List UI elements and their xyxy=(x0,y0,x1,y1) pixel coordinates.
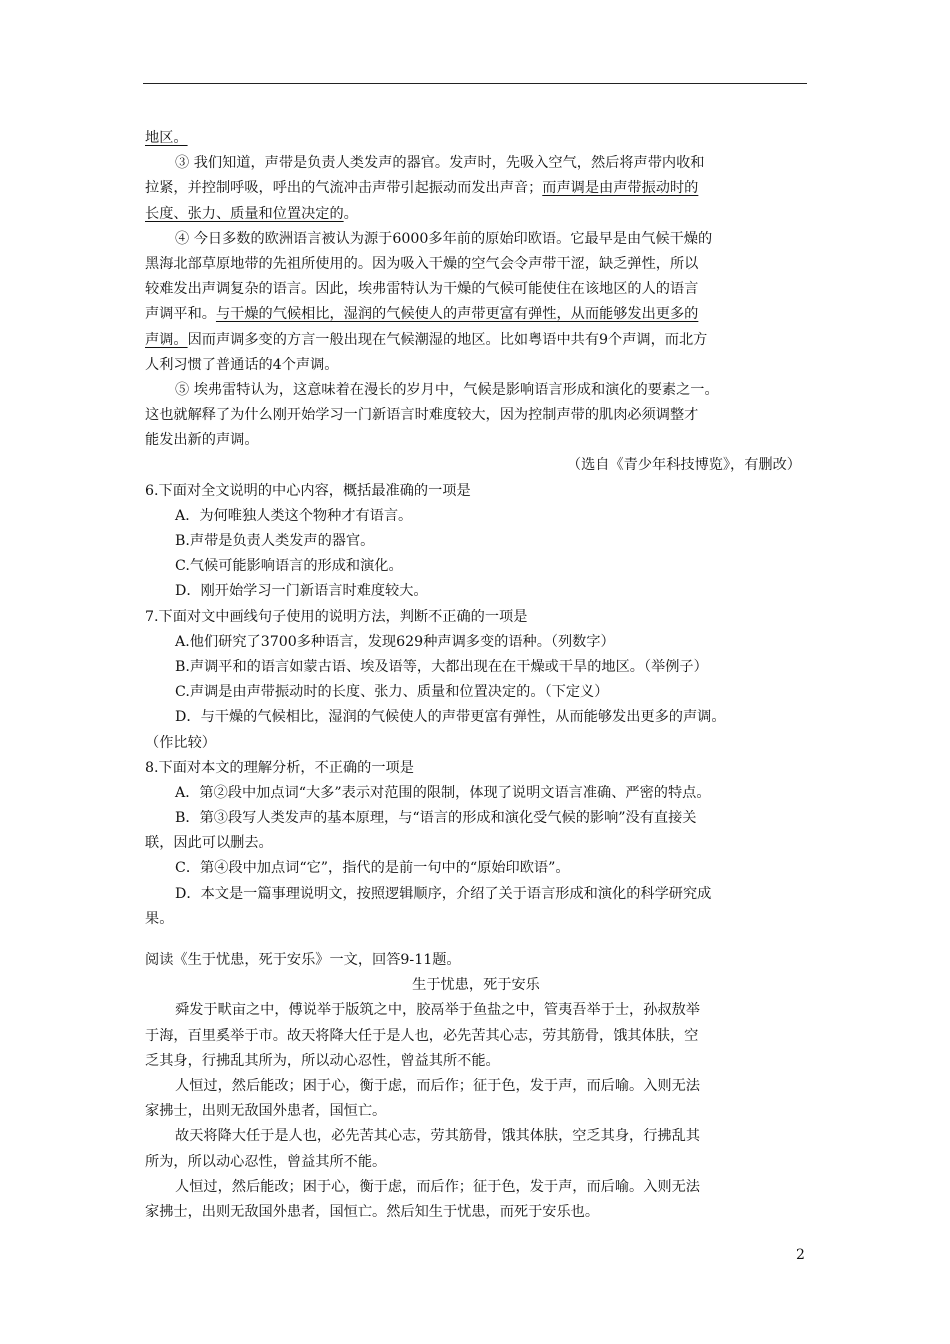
document-body xyxy=(145,126,807,1225)
text-segment: B．第③段写人类发声的基本原理，与“语言的形成和演化受气候的影响”没有直接关 xyxy=(175,810,697,827)
text-line xyxy=(145,1200,807,1225)
text-line xyxy=(145,806,807,831)
text-line xyxy=(145,882,807,907)
text-line xyxy=(145,1099,807,1124)
text-segment: A．为何唯独人类这个物种才有语言。 xyxy=(175,507,413,524)
text-segment: D．与干燥的气候相比，湿润的气候使人的声带更富有弹性，从而能够发出更多的声调。 xyxy=(175,709,726,726)
text-segment: 阅读《生于忧患，死于安乐》一文，回答9-11题。 xyxy=(145,952,461,968)
text-segment: 人利习惯了普通话的4个声调。 xyxy=(145,356,339,373)
text-segment: C.声调是由声带振动时的长度、张力、质量和位置决定的。（下定义） xyxy=(175,684,609,701)
underlined-text: 地区。 xyxy=(145,130,188,146)
text-segment: 黑海北部草原地带的先祖所使用的。因为吸入干燥的空气会令声带干涩，缺乏弹性，所以 xyxy=(145,255,699,272)
text-segment: 人恒过，然后能改；困于心，衡于虑，而后作；征于色，发于声，而后喻。入则无法 xyxy=(175,1178,700,1195)
text-line xyxy=(145,831,807,856)
text-segment: 故天将降大任于是人也，必先苦其心志，劳其筋骨，饿其体肤，空乏其身，行拂乱其 xyxy=(175,1128,700,1145)
text-line xyxy=(145,998,807,1023)
text-segment: 人恒过，然后能改；困于心，衡于虑，而后作；征于色，发于声，而后喻。入则无法 xyxy=(175,1077,700,1094)
text-line xyxy=(145,605,807,630)
text-segment: 果。 xyxy=(145,910,174,927)
text-segment: 8.下面对本文的理解分析，不正确的一项是 xyxy=(145,759,414,776)
text-segment: 较难发出声调复杂的语言。因此，埃弗雷特认为干燥的气候可能使住在该地区的人的语言 xyxy=(145,281,699,298)
text-segment: B.声带是负责人类发声的器官。 xyxy=(175,533,375,549)
text-segment: 联，因此可以删去。 xyxy=(145,835,273,852)
underlined-text: 与干燥的气候相比，湿润的气候使人的声带更富有弹性，从而能够发出更多的 xyxy=(215,306,699,323)
text-segment: ⑤ 埃弗雷特认为，这意味着在漫长的岁月中，气候是影响语言形成和演化的要素之一。 xyxy=(175,381,719,398)
text-line xyxy=(145,353,807,378)
underlined-text: 而声调是由声带振动时的 xyxy=(542,180,699,197)
text-segment: 于海，百里奚举于市。故天将降大任于是人也，必先苦其心志，劳其筋骨，饿其体肤，空 xyxy=(145,1027,699,1044)
text-line xyxy=(145,579,807,604)
text-line xyxy=(145,453,807,478)
text-line xyxy=(145,630,807,655)
text-line xyxy=(145,948,807,973)
text-segment: （作比较） xyxy=(145,734,216,751)
text-line xyxy=(145,856,807,881)
text-line xyxy=(145,756,807,781)
text-line xyxy=(145,252,807,277)
text-line xyxy=(145,655,807,680)
page-number: 2 xyxy=(796,1247,805,1263)
text-segment: B.声调平和的语言如蒙古语、埃及语等，大都出现在在干燥或干旱的地区。（举例子） xyxy=(175,658,708,675)
text-segment: 这也就解释了为什么刚开始学习一门新语言时难度较大，因为控制声带的肌肉必须调整才 xyxy=(145,407,699,424)
text-segment: 家拂士，出则无敌国外患者，国恒亡。 xyxy=(145,1103,387,1120)
text-segment: 拉紧，并控制呼吸，呼出的气流冲击声带引起振动而发出声音； xyxy=(145,180,543,197)
text-segment: 7.下面对文中画线句子使用的说明方法，判断不正确的一项是 xyxy=(145,608,528,625)
text-segment: A.他们研究了3700多种语言，发现629种声调多变的语种。（列数字） xyxy=(175,633,615,650)
text-segment: （选自《青少年科技博览》，有删改） xyxy=(566,457,801,474)
text-segment: 家拂士，出则无敌国外患者，国恒亡。然后知生于忧患，而死于安乐也。 xyxy=(145,1203,600,1220)
text-line xyxy=(145,1049,807,1074)
text-segment: 。 xyxy=(343,205,358,222)
text-line xyxy=(145,907,807,932)
text-segment: 舜发于畎亩之中，傅说举于版筑之中，胶鬲举于鱼盐之中，管夷吾举于士，孙叔敖举 xyxy=(175,1002,700,1019)
text-line xyxy=(145,378,807,403)
header-rule xyxy=(143,83,807,84)
text-line xyxy=(145,227,807,252)
text-line xyxy=(145,302,807,327)
blank-line xyxy=(145,932,807,948)
text-line xyxy=(145,504,807,529)
text-line xyxy=(145,428,807,453)
text-line xyxy=(145,1074,807,1099)
text-line xyxy=(145,554,807,579)
underlined-text: 声调。 xyxy=(145,331,188,348)
text-line xyxy=(145,176,807,201)
text-line xyxy=(145,277,807,302)
text-line xyxy=(145,1024,807,1049)
text-segment: 乏其身，行拂乱其所为，所以动心忍性，曾益其所不能。 xyxy=(145,1052,500,1069)
text-segment: D．刚开始学习一门新语言时难度较大。 xyxy=(175,583,428,600)
text-segment: 6.下面对全文说明的中心内容，概括最准确的一项是 xyxy=(145,482,471,499)
text-segment: C．第④段中加点词“它”，指代的是前一句中的“原始印欧语”。 xyxy=(175,860,570,877)
text-line xyxy=(145,705,807,730)
text-line xyxy=(145,529,807,554)
text-segment: ④ 今日多数的欧洲语言被认为源于6000多年前的原始印欧语。它最早是由气候干燥的 xyxy=(175,230,713,247)
text-line xyxy=(145,973,807,998)
text-segment: 所为，所以动心忍性，曾益其所不能。 xyxy=(145,1153,387,1170)
text-segment: 声调平和。 xyxy=(145,306,216,323)
text-line xyxy=(145,731,807,756)
text-segment: 生于忧患，死于安乐 xyxy=(412,977,540,994)
text-line xyxy=(145,1175,807,1200)
text-segment: D．本文是一篇事理说明文，按照逻辑顺序，介绍了关于语言形成和演化的科学研究成 xyxy=(175,885,712,902)
text-segment: 因而声调多变的方言一般出现在气候潮湿的地区。比如粤语中共有9个声调，而北方 xyxy=(187,331,708,348)
text-line xyxy=(145,202,807,227)
text-line xyxy=(145,126,807,151)
text-segment: ③ 我们知道，声带是负责人类发声的器官。发声时，先吸入空气，然后将声带内收和 xyxy=(175,155,705,172)
text-line xyxy=(145,1124,807,1149)
text-segment: A．第②段中加点词“大多”表示对范围的限制，体现了说明文语言准确、严密的特点。 xyxy=(175,784,711,801)
text-line xyxy=(145,680,807,705)
underlined-text: 长度、张力、质量和位置决定的 xyxy=(145,205,344,222)
text-line xyxy=(145,151,807,176)
text-segment: C.气候可能影响语言的形成和演化。 xyxy=(175,558,403,575)
text-line xyxy=(145,328,807,353)
text-line xyxy=(145,479,807,504)
text-segment: 能发出新的声调。 xyxy=(145,432,259,449)
text-line xyxy=(145,403,807,428)
text-line xyxy=(145,1150,807,1175)
text-line xyxy=(145,781,807,806)
